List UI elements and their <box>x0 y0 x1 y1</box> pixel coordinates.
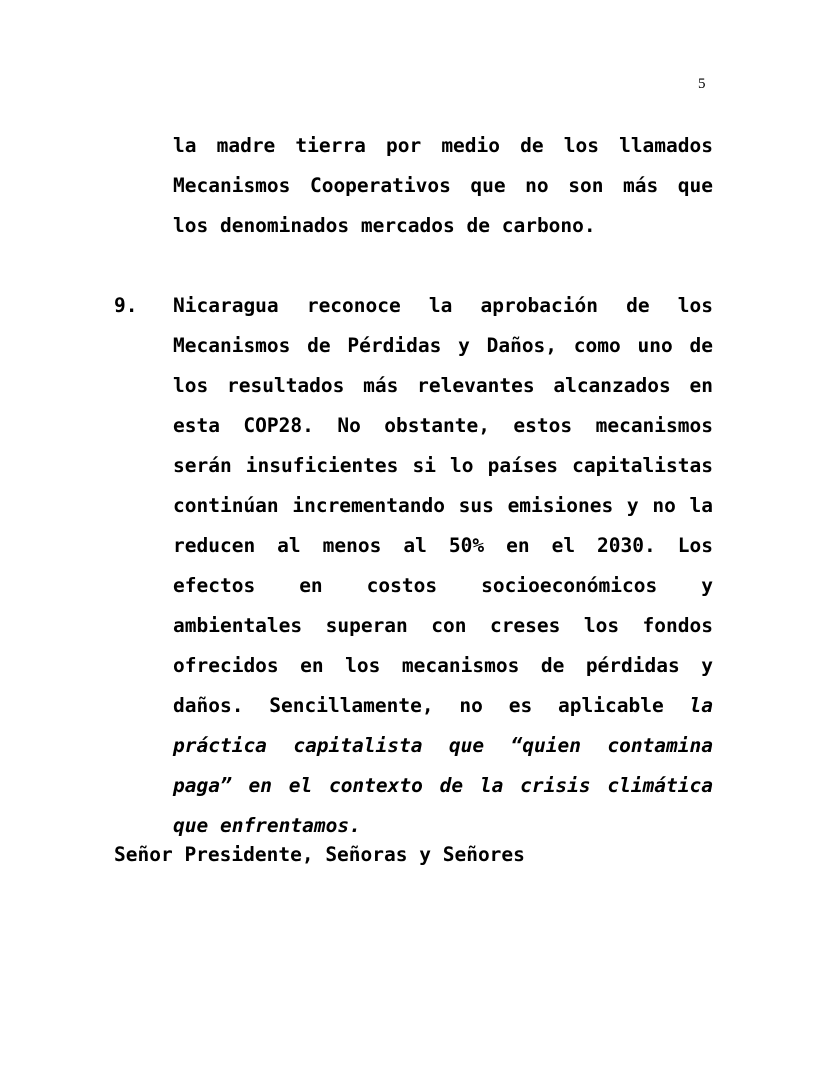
continued-paragraph: la madre tierra por medio de los llamados Mecanismos Cooperativos que no son más que los denominados mercados de carbono. <box>173 134 713 237</box>
closing-salutation: Señor Presidente, Señoras y Señores <box>114 843 525 866</box>
list-item-9-italic-text: la práctica capitalista que “quien contamina paga” en el contexto de la crisis climática que enfrentamos. <box>173 694 713 837</box>
page-number: 5 <box>698 76 706 92</box>
list-item-number: 9. <box>114 294 138 317</box>
list-item-9 <box>173 286 713 846</box>
list-item-9-text: Nicaragua reconoce la aprobación de los Mecanismos de Pérdidas y Daños, como uno de los resultados más relevantes alcanzados en esta COP28. No obstante, estos mecanismos serán insuficientes si lo países capitalistas continúan incrementando sus emisiones y no la reducen al menos al 50% en el 2030. Los efectos en costos socioeconómicos y ambientales superan con creses los fondos ofrecidos en los mecanismos de pérdidas y daños. Sencillamente, no es aplicable <box>173 294 713 717</box>
